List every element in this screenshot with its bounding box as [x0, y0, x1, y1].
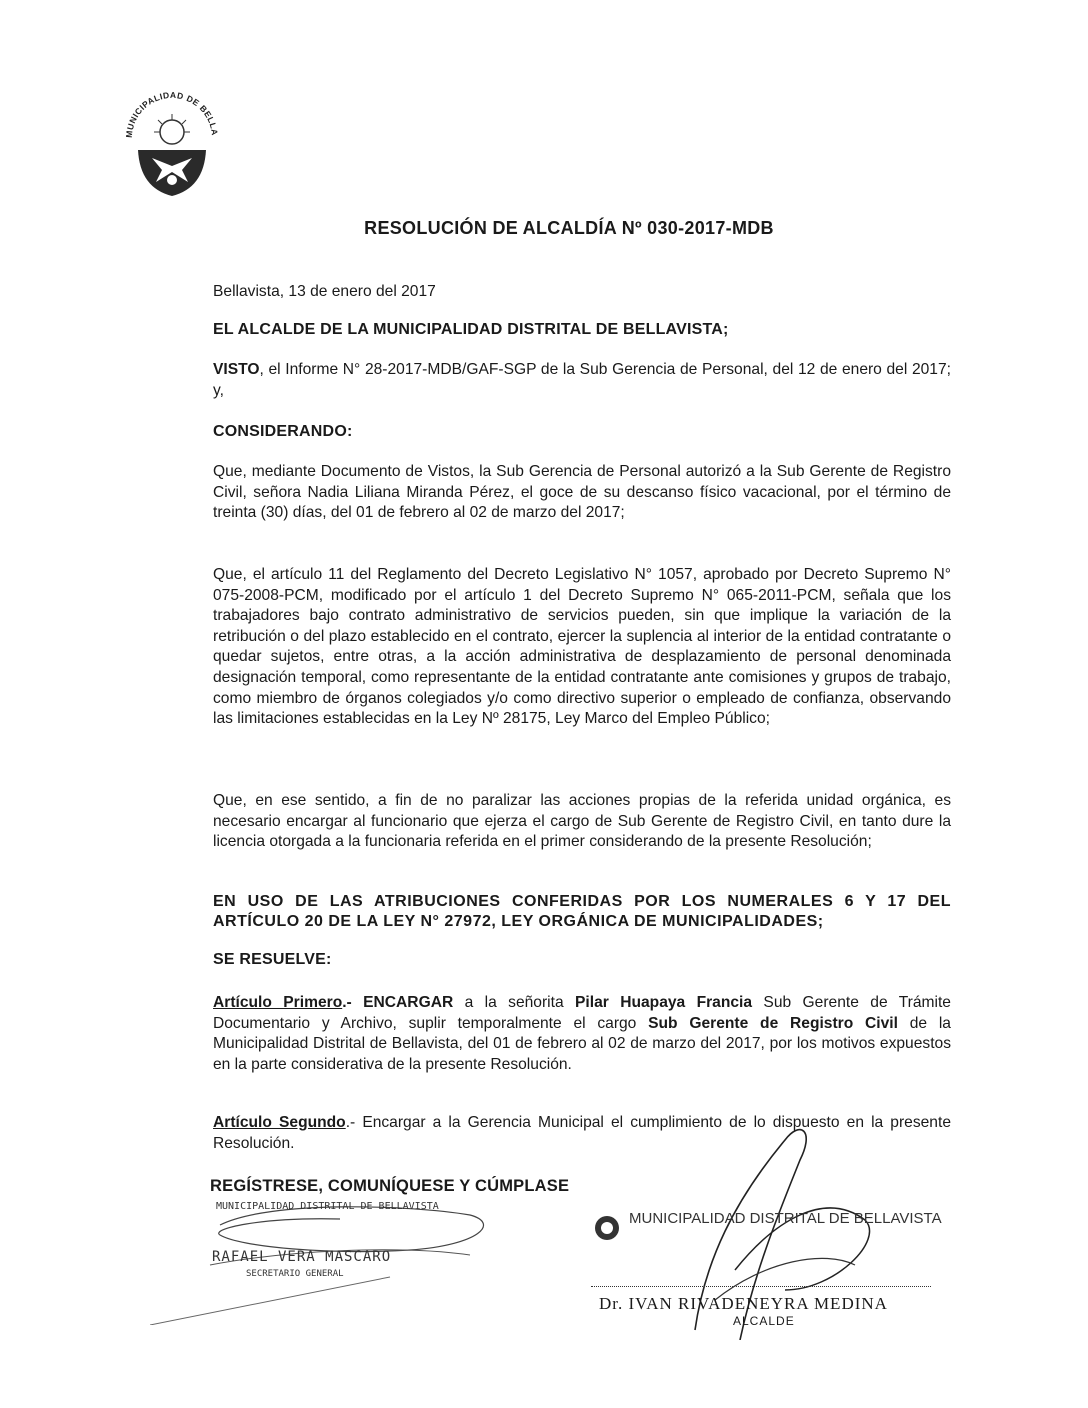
- municipal-seal: [118, 80, 226, 200]
- closing-line: REGÍSTRESE, COMUNÍQUESE Y CÚMPLASE: [210, 1177, 570, 1195]
- paragraph-1: [213, 462, 951, 524]
- left-signature-block: [150, 1195, 510, 1325]
- paragraph-3-text: Que, en ese sentido, a fin de no paralizar las acciones propias de la referida unidad orgánica, es necesario encargar al funcionario que ejerza el cargo de Sub Gerente de Registro Civil, en tanto dure la licencia otorgada a la funcionaria referida en el primer considerando de la presente Resolución;: [213, 792, 951, 851]
- article-1-label: Artículo Primero: [213, 994, 343, 1011]
- paragraph-2-text: Que, el artículo 11 del Reglamento del Decreto Legislativo N° 1057, aprobado por Decreto Supremo N° 075-2008-PCM, modificado por el artículo 1 del Decreto Supremo N° 065-2011-PCM, señala que los trabajadores bajo contrato administrativo de servicios pueden, sin que implique la variación de la retribución o del plazo establecido en el contrato, ejercer la suplencia al interior de la entidad contratante o quedar sujetos, entre otras, a la acción administrativa de desplazamiento de personal denominada designación temporal, como representante de la entidad contratante ante comisiones y grupos de trabajo, como miembro de órganos colegiados y/o como directivo superior o empleado de confianza, observando las limitaciones establecidas en la Ley Nº 28175, Ley Marco del Empleo Público;: [213, 566, 951, 728]
- right-stamp-org: MUNICIPALIDAD DISTRITAL DE BELLAVISTA: [629, 1210, 942, 1227]
- article-1-name: Pilar Huapaya Francia: [575, 994, 753, 1011]
- right-signature-block: [585, 1100, 1005, 1340]
- left-stamp-name: RAFAEL VERA MASCARO: [212, 1249, 392, 1265]
- article-2-label: Artículo Segundo: [213, 1114, 346, 1131]
- document-title: RESOLUCIÓN DE ALCALDÍA Nº 030-2017-MDB: [364, 218, 774, 238]
- left-stamp-role: SECRETARIO GENERAL: [246, 1269, 344, 1279]
- article-1: [213, 993, 951, 1075]
- paragraph-2: [213, 565, 951, 730]
- authority-heading: EL ALCALDE DE LA MUNICIPALIDAD DISTRITAL DE BELLAVISTA;: [213, 321, 729, 338]
- article-1-text-2: Sub Gerente de Trámite Documentario y Archivo, suplir temporalmente el cargo: [213, 994, 951, 1032]
- svg-text:MUNICIPALIDAD DE BELLAVISTA: [118, 80, 220, 138]
- article-1-text-1: a la señorita: [453, 994, 576, 1011]
- considerando-heading: CONSIDERANDO:: [213, 423, 353, 440]
- attributions-heading: EN USO DE LAS ATRIBUCIONES CONFERIDAS POR LOS NUMERALES 6 Y 17 DEL ARTÍCULO 20 DE LA LEY N° 27972, LEY ORGÁNICA DE MUNICIPALIDADES;: [213, 893, 951, 930]
- visto-paragraph: [213, 360, 951, 401]
- seal-text: MUNICIPALIDAD DE BELLA: [123, 89, 220, 139]
- date-line: Bellavista, 13 de enero del 2017: [213, 283, 436, 300]
- signature-line: [591, 1286, 931, 1287]
- visto-label: VISTO: [213, 361, 260, 378]
- article-1-post: Sub Gerente de Registro Civil: [648, 1014, 898, 1032]
- right-stamp-name: Dr. IVAN RIVADENEYRA MEDINA: [599, 1294, 888, 1313]
- paragraph-3: [213, 791, 951, 853]
- article-2-text: .- Encargar a la Gerencia Municipal el cumplimiento de lo dispuesto en la presente Resolución.: [213, 1114, 951, 1152]
- right-stamp-role: ALCALDE: [733, 1314, 795, 1328]
- article-1-verb: ENCARGAR: [363, 994, 454, 1011]
- article-1-text-3: de la Municipalidad Distrital de Bellavista, del 01 de febrero al 02 de marzo del 2017, por los motivos expuestos en la parte considerativa de la presente Resolución.: [213, 1014, 951, 1073]
- visto-text: , el Informe N° 28-2017-MDB/GAF-SGP de la Sub Gerencia de Personal, del 12 de enero del 2017; y,: [213, 361, 951, 399]
- paragraph-1-text: Que, mediante Documento de Vistos, la Sub Gerencia de Personal autorizó a la Sub Gerente de Registro Civil, señora Nadia Liliana Miranda Pérez, el goce de su descanso físico vacacional, por el término de treinta (30) días, del 01 de febrero al 02 de marzo del 2017;: [213, 463, 951, 522]
- resolve-heading: SE RESUELVE:: [213, 951, 332, 968]
- left-stamp-org: MUNICIPALIDAD DISTRITAL DE BELLAVISTA: [216, 1201, 439, 1212]
- article-1-sep: .-: [342, 994, 364, 1011]
